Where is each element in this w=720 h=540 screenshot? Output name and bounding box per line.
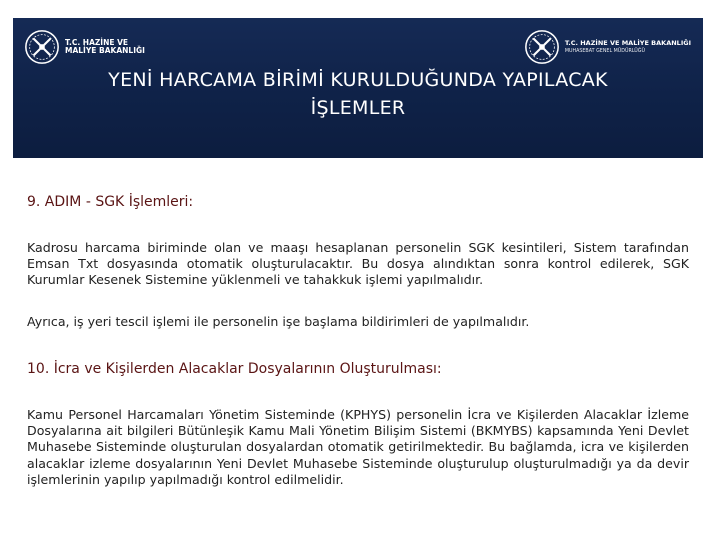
ministry-emblem-icon xyxy=(23,28,61,66)
ministry-logo-left xyxy=(23,28,145,66)
logo-right-line2: MUHASEBAT GENEL MÜDÜRLÜĞÜ xyxy=(564,49,646,55)
logo-right-line1: T.C. HAZİNE VE MALİYE BAKANLIĞI xyxy=(564,38,691,47)
icra-paragraph: Kamu Personel Harcamaları Yönetim Sisteminde (KPHYS) personelin İcra ve Kişilerden Alacaklar İzleme Dosyalarına ait bilgileri Bütünleşik Kamu Mali Yönetim Bilişim Sistemi (BKMYBS) kapsamında Yeni Devlet Muhasebe Sisteminde oluşturulan dosyalardan otomatik getirilmektedir. Bu bağlamda, icra ve kişilerden alacaklar izleme dosyalarının Yeni Devlet Muhasebe Sisteminde oluşturulup oluşturulmadığı ya da devir işlemlerinin yapılıp yapılmadığı kontrol edilmelidir. xyxy=(27,407,689,487)
header-banner xyxy=(13,18,703,158)
logo-left-line1: T.C. HAZİNE VE xyxy=(65,38,129,48)
logo-left-line2: MALİYE BAKANLIĞI xyxy=(65,46,145,55)
sgk-paragraph-additional: Ayrıca, iş yeri tescil işlemi ile personelin işe başlama bildirimleri de yapılmalıdır. xyxy=(27,314,530,329)
section-heading-sgk: 9. ADIM - SGK İşlemleri: xyxy=(27,194,194,210)
page-title xyxy=(13,66,703,122)
page-title-line1: YENİ HARCAMA BİRİMİ KURULDUĞUNDA YAPILACAK xyxy=(108,69,608,91)
section-heading-icra: 10. İcra ve Kişilerden Alacaklar Dosyalarının Oluşturulması: xyxy=(27,361,442,377)
sgk-paragraph: Kadrosu harcama biriminde olan ve maaşı hesaplanan personelin SGK kesintileri, Sistem tarafından Emsan Txt dosyasında otomatik oluşturulacaktır. Bu dosya alındıktan sonra kontrol edilerek, SGK Kurumlar Kesenek Sistemine yüklenmeli ve tahakkuk işlemi yapılmalıdır. xyxy=(27,240,689,288)
ministry-emblem-icon xyxy=(523,28,561,66)
page-title-line2: İŞLEMLER xyxy=(310,97,406,119)
ministry-logo-right xyxy=(523,28,691,66)
